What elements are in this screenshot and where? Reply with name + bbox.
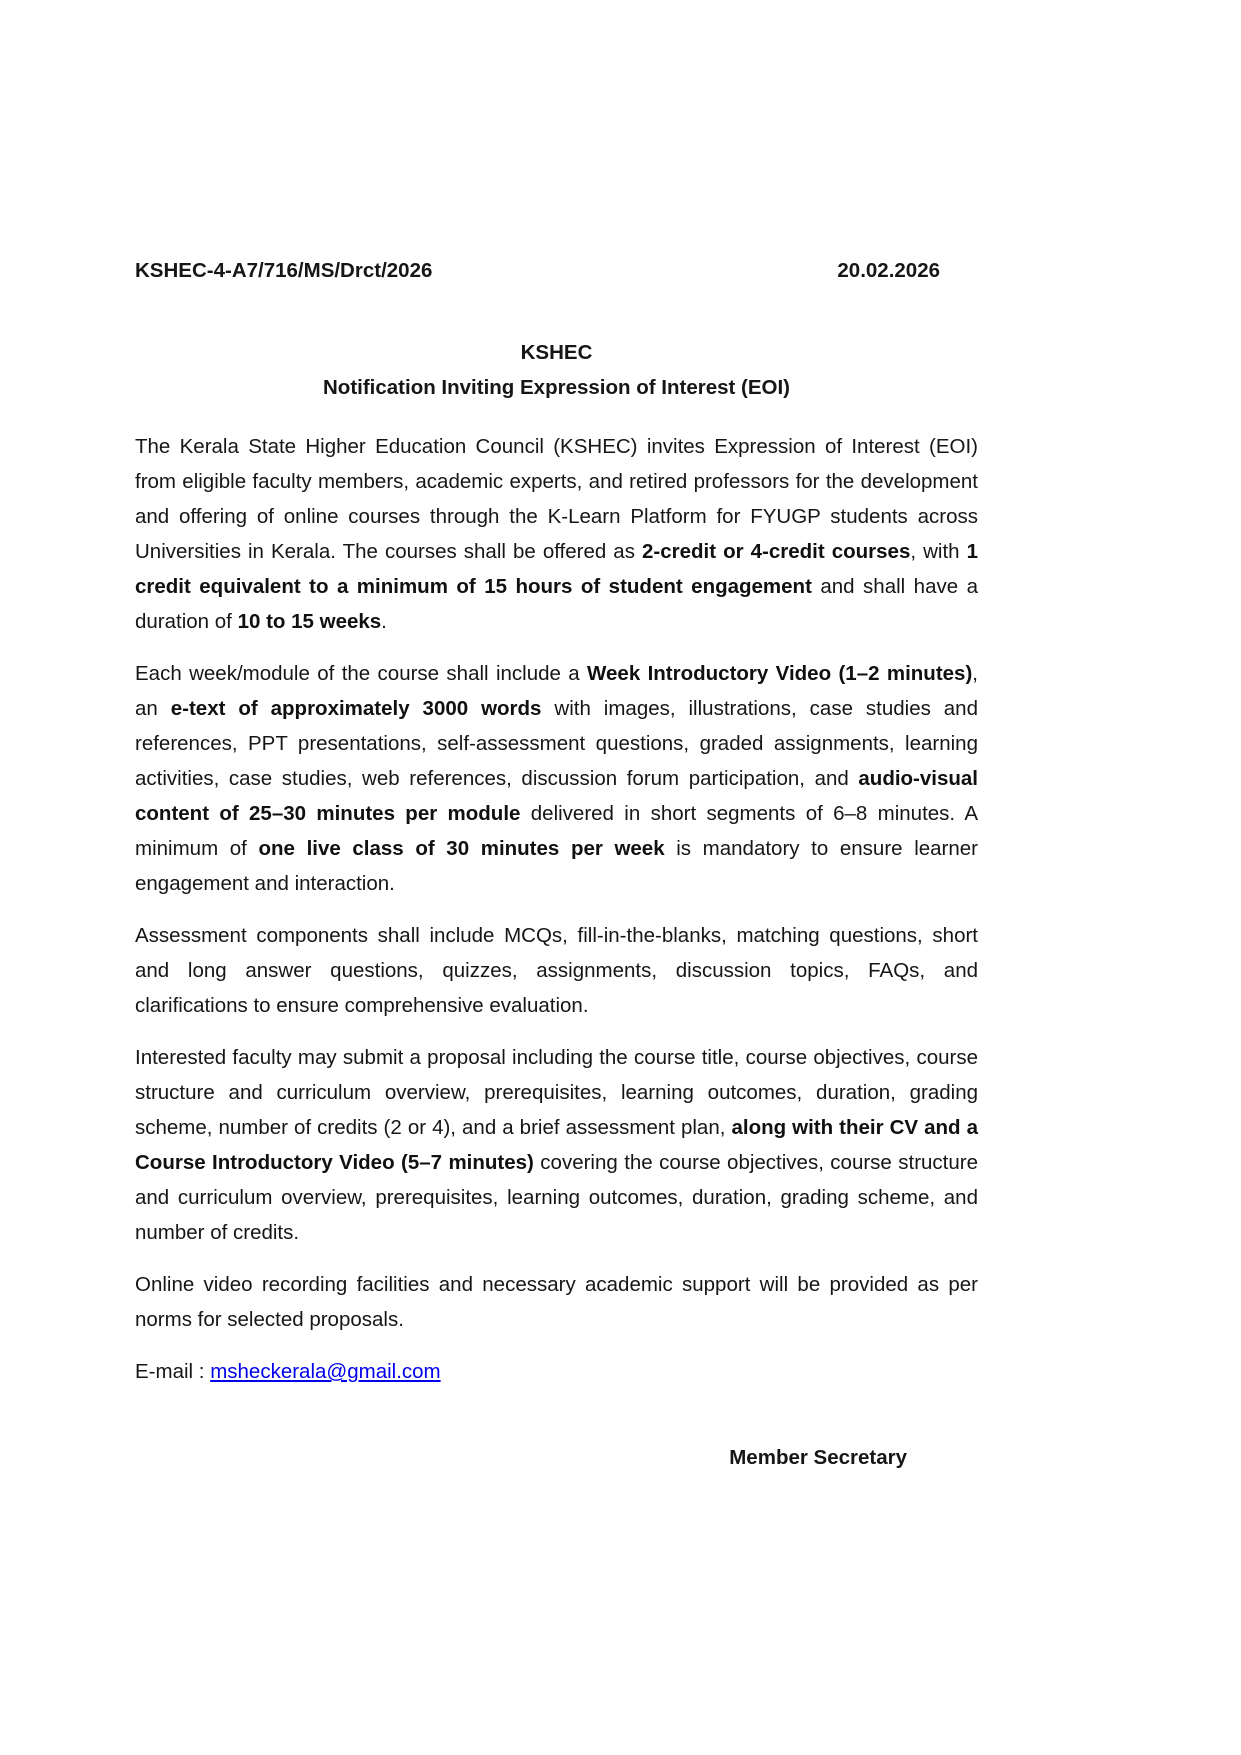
text-run: Each week/module of the course shall include a [135,662,588,685]
letter-header [135,253,978,288]
reference-number: KSHEC-4-A7/716/MS/Drct/2026 [135,259,433,282]
text-run: covering the course objectives, course structure and curriculum overview, prerequisites, learning outcomes, duration, grading scheme, and number of credits. [135,1151,978,1244]
text-run: , an [135,662,978,720]
bold-text-run: 2-credit or 4-credit courses [642,540,911,563]
text-run: and shall have a duration of [135,575,978,633]
text-run: The Kerala State Higher Education Council (KSHEC) invites Expression of Interest (EOI) from eligible faculty members, academic experts, and retired professors for the development and offering of online courses through the K-Learn Platform for FYUGP students across Universities in Kerala. The courses shall be offered as [135,435,978,563]
bold-text-run: e-text of approximately 3000 words [170,697,542,720]
letter-date: 20.02.2026 [837,259,940,282]
text-run: E-mail : [135,1360,211,1383]
text-run: with images, illustrations, case studies and references, PPT presentations, self-assessment questions, graded assignments, learning activities, case studies, web references, discussion forum participation, and [135,697,978,790]
proposal-paragraph [135,1040,978,1250]
email-line [135,1354,978,1389]
bold-text-run: one live class of 30 minutes per week [258,837,665,860]
title-subject: Notification Inviting Expression of Interest (EOI) [323,376,790,399]
bold-text-run: along with their CV and a Course Introductory Video (5–7 minutes) [135,1116,978,1174]
letter-body [135,429,978,1389]
text-run: , with [910,540,967,563]
text-run: delivered in short segments of 6–8 minutes. A minimum of [135,802,979,860]
intro-paragraph [135,429,978,639]
letter-title [135,335,978,405]
text-run: Interested faculty may submit a proposal including the course title, course objectives, course structure and curriculum overview, prerequisites, learning outcomes, duration, grading scheme, number of credits (2 or 4), and a brief assessment plan, [135,1046,978,1139]
title-org: KSHEC [520,341,593,364]
text-run: is mandatory to ensure learner engagement and interaction. [135,837,979,895]
text-run: Online video recording facilities and necessary academic support will be provided as per norms for selected proposals. [135,1273,978,1331]
text-run: Assessment components shall include MCQs, fill-in-the-blanks, matching questions, short and long answer questions, quizzes, assignments, discussion topics, FAQs, and clarifications to ensure comprehensive evaluation. [135,924,978,1017]
course-structure-paragraph [135,656,978,901]
signature-member-secretary: Member Secretary [729,1446,907,1469]
bold-text-run: 10 to 15 weeks [237,610,382,633]
support-paragraph [135,1267,978,1337]
text-run: . [381,610,387,633]
bold-text-run: 1 credit equivalent to a minimum of 15 hours of student engagement [135,540,978,598]
email-link[interactable]: msheckerala@gmail.com [210,1360,441,1383]
assessment-paragraph [135,918,978,1023]
bold-text-run: audio-visual content of 25–30 minutes per module [135,767,978,825]
bold-text-run: Week Introductory Video (1–2 minutes) [587,662,973,685]
